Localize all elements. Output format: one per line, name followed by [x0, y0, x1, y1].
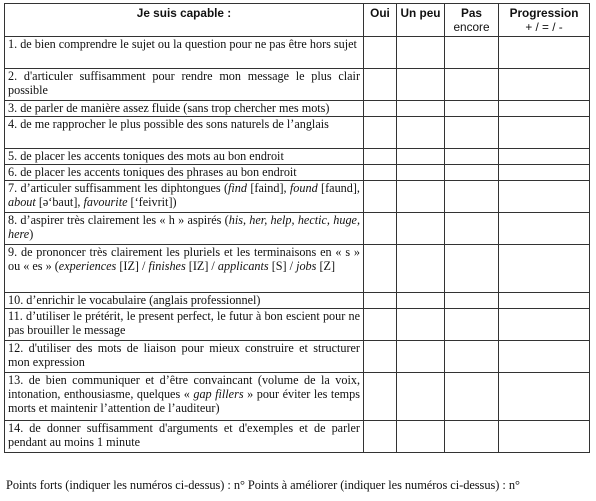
criterion-text-part: found: [289, 181, 318, 195]
cell-oui[interactable]: [364, 165, 397, 181]
header-row: [5, 4, 590, 37]
criterion-text: [5, 213, 364, 245]
criterion-text-part: about: [8, 195, 36, 209]
criterion-text-part: his, her, help, hectic, huge, here: [8, 213, 360, 241]
cell-progression[interactable]: [499, 69, 590, 101]
self-assessment-table: [4, 3, 590, 453]
cell-un-peu[interactable]: [397, 293, 445, 309]
cell-pas-encore[interactable]: [445, 341, 499, 373]
table-row: [5, 117, 590, 149]
cell-progression[interactable]: [499, 117, 590, 149]
criterion-text-part: 9. de prononcer très clairement les pluriels et les terminaisons en « s » ou « es » (: [8, 245, 360, 273]
cell-progression[interactable]: [499, 37, 590, 69]
criterion-text-part: » pour éviter les temps morts et maintenir l’attention de l’auditeur): [8, 387, 360, 415]
cell-oui[interactable]: [364, 341, 397, 373]
table-row: [5, 245, 590, 293]
criterion-text-part: [IZ] /: [185, 259, 218, 273]
header-pas-encore: [445, 4, 499, 37]
cell-progression[interactable]: [499, 165, 590, 181]
criterion-text: 3. de parler de manière assez fluide (sans trop chercher mes mots): [5, 101, 364, 117]
cell-progression[interactable]: [499, 213, 590, 245]
criterion-text-part: jobs: [296, 259, 317, 273]
criterion-text: [5, 181, 364, 213]
criterion-text: 4. de me rapprocher le plus possible des sons naturels de l’anglais: [5, 117, 364, 149]
table-row: [5, 149, 590, 165]
criterion-text-part: finishes: [148, 259, 186, 273]
header-je-suis-capable: Je suis capable :: [5, 4, 364, 37]
criterion-text-part: [S] /: [268, 259, 297, 273]
criterion-text: 12. d'utiliser des mots de liaison pour mieux construire et structurer mon expression: [5, 341, 364, 373]
cell-pas-encore[interactable]: [445, 421, 499, 453]
cell-progression[interactable]: [499, 293, 590, 309]
cell-un-peu[interactable]: [397, 101, 445, 117]
table-row: [5, 165, 590, 181]
cell-pas-encore[interactable]: [445, 245, 499, 293]
criterion-text-part: [IZ] /: [116, 259, 149, 273]
criterion-text: [5, 245, 364, 293]
table-row: [5, 373, 590, 421]
header-pas-encore-line1: Pas: [461, 6, 482, 20]
cell-oui[interactable]: [364, 69, 397, 101]
cell-un-peu[interactable]: [397, 245, 445, 293]
table-row: [5, 101, 590, 117]
cell-oui[interactable]: [364, 373, 397, 421]
criterion-text-part: ): [29, 227, 34, 241]
table-row: [5, 37, 590, 69]
table-row: [5, 341, 590, 373]
cell-pas-encore[interactable]: [445, 309, 499, 341]
criterion-text-part: [faund],: [317, 181, 360, 195]
cell-oui[interactable]: [364, 117, 397, 149]
criterion-text-part: 8. d’aspirer très clairement les « h » aspirés (: [8, 213, 229, 227]
criterion-text: 5. de placer les accents toniques des mots au bon endroit: [5, 149, 364, 165]
cell-pas-encore[interactable]: [445, 69, 499, 101]
cell-progression[interactable]: [499, 373, 590, 421]
cell-un-peu[interactable]: [397, 181, 445, 213]
cell-progression[interactable]: [499, 181, 590, 213]
criterion-text-part: applicants: [217, 259, 269, 273]
cell-progression[interactable]: [499, 421, 590, 453]
footer-note: Points forts (indiquer les numéros ci-dessus) : n° Points à améliorer (indiquer les numéros ci-dessus) : n°: [6, 478, 520, 492]
criterion-text-part: [faind],: [246, 181, 290, 195]
criterion-text-part: find: [228, 181, 247, 195]
criterion-text-part: 7. d’articuler suffisamment les diphtongues (: [8, 181, 229, 195]
cell-un-peu[interactable]: [397, 37, 445, 69]
cell-pas-encore[interactable]: [445, 101, 499, 117]
header-progression-line1: Progression: [509, 6, 579, 20]
cell-progression[interactable]: [499, 101, 590, 117]
header-progression-line2: + / = / -: [525, 20, 563, 34]
cell-pas-encore[interactable]: [445, 373, 499, 421]
criterion-text: 1. de bien comprendre le sujet ou la question pour ne pas être hors sujet: [5, 37, 364, 69]
cell-oui[interactable]: [364, 421, 397, 453]
cell-pas-encore[interactable]: [445, 165, 499, 181]
cell-un-peu[interactable]: [397, 421, 445, 453]
cell-un-peu[interactable]: [397, 309, 445, 341]
cell-oui[interactable]: [364, 213, 397, 245]
criterion-text: 2. d'articuler suffisamment pour rendre mon message le plus clair possible: [5, 69, 364, 101]
cell-oui[interactable]: [364, 309, 397, 341]
criterion-text: 14. de donner suffisamment d'arguments et d'exemples et de parler pendant au moins 1 minute: [5, 421, 364, 453]
cell-un-peu[interactable]: [397, 117, 445, 149]
table-row: [5, 181, 590, 213]
cell-progression[interactable]: [499, 149, 590, 165]
cell-progression[interactable]: [499, 341, 590, 373]
criterion-text: 10. d’enrichir le vocabulaire (anglais professionnel): [5, 293, 364, 309]
cell-oui[interactable]: [364, 293, 397, 309]
table-row: [5, 69, 590, 101]
cell-pas-encore[interactable]: [445, 293, 499, 309]
cell-pas-encore[interactable]: [445, 213, 499, 245]
criterion-text-part: experiences: [58, 259, 117, 273]
criterion-text-part: gap fillers: [193, 387, 244, 401]
criterion-text: [5, 373, 364, 421]
header-un-peu: Un peu: [397, 4, 445, 37]
header-oui: Oui: [364, 4, 397, 37]
cell-un-peu[interactable]: [397, 165, 445, 181]
cell-pas-encore[interactable]: [445, 117, 499, 149]
cell-un-peu[interactable]: [397, 69, 445, 101]
table-body: [5, 37, 590, 453]
cell-un-peu[interactable]: [397, 373, 445, 421]
criterion-text-part: favourite: [83, 195, 128, 209]
cell-progression[interactable]: [499, 309, 590, 341]
cell-oui[interactable]: [364, 245, 397, 293]
criterion-text-part: 13. de bien communiquer et d’être convaincant (volume de la voix, intonation, enthousiasme, quelques «: [8, 373, 360, 401]
cell-pas-encore[interactable]: [445, 37, 499, 69]
criterion-text-part: [Z]: [316, 259, 336, 273]
header-progression: [499, 4, 590, 37]
criterion-text: 6. de placer les accents toniques des phrases au bon endroit: [5, 165, 364, 181]
cell-progression[interactable]: [499, 245, 590, 293]
table-row: [5, 213, 590, 245]
cell-oui[interactable]: [364, 181, 397, 213]
criterion-text: 11. d’utiliser le prétérit, le present perfect, le futur à bon escient pour ne pas brouiller le message: [5, 309, 364, 341]
table-row: [5, 293, 590, 309]
cell-pas-encore[interactable]: [445, 181, 499, 213]
cell-pas-encore[interactable]: [445, 149, 499, 165]
criterion-text-part: [ə‘baut],: [35, 195, 84, 209]
cell-un-peu[interactable]: [397, 341, 445, 373]
header-pas-encore-line2: encore: [453, 20, 490, 34]
cell-oui[interactable]: [364, 101, 397, 117]
criterion-text-part: [‘feivrit]): [127, 195, 177, 209]
table-row: [5, 309, 590, 341]
cell-un-peu[interactable]: [397, 213, 445, 245]
cell-oui[interactable]: [364, 37, 397, 69]
cell-oui[interactable]: [364, 149, 397, 165]
table-row: [5, 421, 590, 453]
cell-un-peu[interactable]: [397, 149, 445, 165]
